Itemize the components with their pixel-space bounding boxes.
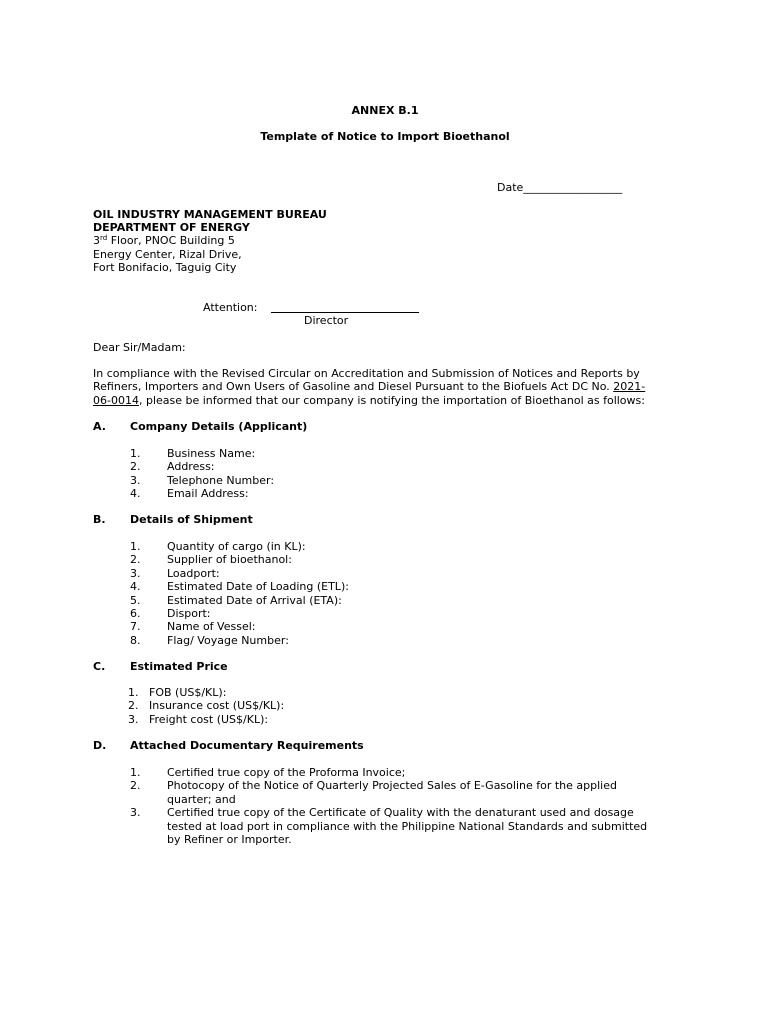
list-item: 4. Estimated Date of Loading (ETL): bbox=[130, 580, 349, 594]
section-c-list bbox=[130, 686, 430, 726]
attention-role: Director bbox=[304, 314, 349, 327]
section-a-list bbox=[130, 447, 430, 501]
addressee-street: Energy Center, Rizal Drive, bbox=[93, 248, 242, 261]
section-d-list bbox=[130, 766, 690, 846]
attention-label: Attention: bbox=[203, 301, 258, 314]
addressee-floor: 3rd Floor, PNOC Building 5 bbox=[93, 234, 235, 247]
section-a-title: Company Details (Applicant) bbox=[130, 420, 308, 433]
document-title: Template of Notice to Import Bioethanol bbox=[260, 130, 510, 143]
list-item: 2. Address: bbox=[130, 460, 215, 474]
list-item: 3. Loadport: bbox=[130, 566, 220, 580]
intro-line-2: Refiners, Importers and Own Users of Gasoline and Diesel Pursuant to the Biofuels Act DC No. 2021- bbox=[93, 380, 646, 393]
list-item: 8. Flag/ Voyage Number: bbox=[130, 633, 289, 647]
intro-line-1: In compliance with the Revised Circular on Accreditation and Submission of Notices and Reports by bbox=[93, 367, 640, 380]
list-item: 1. Certified true copy of the Proforma Invoice; bbox=[130, 766, 406, 779]
list-item: 6. Disport: bbox=[130, 606, 211, 620]
addressee-city: Fort Bonifacio, Taguig City bbox=[93, 261, 237, 274]
list-item: 5. Estimated Date of Arrival (ETA): bbox=[130, 593, 342, 607]
signature-line bbox=[271, 302, 419, 313]
section-d-letter: D. bbox=[93, 739, 107, 752]
section-c-title: Estimated Price bbox=[130, 660, 228, 673]
section-b-title: Details of Shipment bbox=[130, 513, 253, 526]
section-b-letter: B. bbox=[93, 513, 106, 526]
section-d-title: Attached Documentary Requirements bbox=[130, 739, 364, 752]
addressee-bureau: OIL INDUSTRY MANAGEMENT BUREAU bbox=[93, 208, 327, 221]
annex-heading: ANNEX B.1 bbox=[351, 104, 419, 117]
list-item: 7. Name of Vessel: bbox=[130, 620, 256, 634]
list-item: 2. Supplier of bioethanol: bbox=[130, 553, 292, 567]
list-item: 3. Telephone Number: bbox=[130, 473, 275, 487]
salutation: Dear Sir/Madam: bbox=[93, 341, 186, 354]
section-b-list bbox=[130, 540, 430, 647]
date-field: Date__________________ bbox=[497, 181, 623, 194]
list-item: 3. Freight cost (US$/KL): bbox=[128, 712, 269, 726]
section-a-letter: A. bbox=[93, 420, 106, 433]
list-item: 1. FOB (US$/KL): bbox=[128, 686, 227, 699]
list-item-continuation: quarter; and bbox=[167, 792, 236, 806]
circular-number-link-cont[interactable]: 06-0014 bbox=[93, 394, 139, 407]
addressee-department: DEPARTMENT OF ENERGY bbox=[93, 221, 250, 234]
list-item-continuation: by Refiner or Importer. bbox=[167, 832, 292, 846]
intro-line-3: 06-0014, please be informed that our company is notifying the importation of Bioethanol as follows: bbox=[93, 394, 645, 407]
circular-number-link[interactable]: 2021- bbox=[613, 380, 646, 393]
list-item: 1. Business Name: bbox=[130, 447, 256, 460]
list-item: 1. Quantity of cargo (in KL): bbox=[130, 540, 306, 553]
list-item: 2. Photocopy of the Notice of Quarterly Projected Sales of E-Gasoline for the applied bbox=[130, 779, 617, 793]
list-item: 2. Insurance cost (US$/KL): bbox=[128, 699, 285, 713]
list-item-continuation: tested at load port in compliance with the Philippine National Standards and submitted bbox=[167, 819, 648, 833]
section-c-letter: C. bbox=[93, 660, 106, 673]
list-item: 4. Email Address: bbox=[130, 487, 249, 501]
list-item: 3. Certified true copy of the Certificate of Quality with the denaturant used and dosage bbox=[130, 806, 634, 820]
